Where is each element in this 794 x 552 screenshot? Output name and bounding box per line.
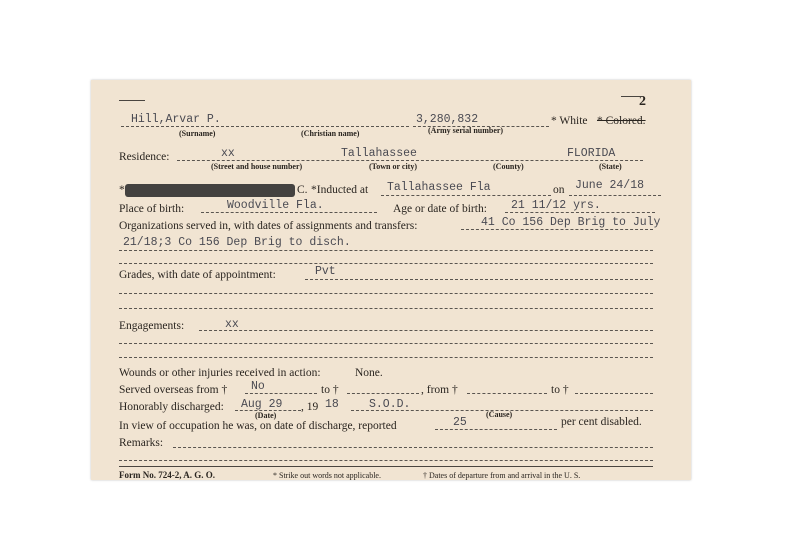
residence-state-value: FLORIDA xyxy=(567,147,616,160)
footer-note-dates: † Dates of departure from and arrival in the U. S. xyxy=(423,471,581,480)
footer-rule xyxy=(119,466,653,467)
inducted-line xyxy=(381,195,551,196)
overseas-to1: to † xyxy=(321,384,339,396)
disability-label: In view of occupation he was, on date of discharge, reported xyxy=(119,420,397,432)
discharge-year-value: 18 xyxy=(325,398,339,411)
disability-suffix: per cent disabled. xyxy=(561,416,642,428)
name-line xyxy=(121,126,409,127)
age-line xyxy=(505,212,655,213)
overseas-line2 xyxy=(347,393,419,394)
organizations-value-line1: 41 Co 156 Dep Brig to July xyxy=(481,216,661,229)
residence-label: Residence: xyxy=(119,151,170,163)
name-value: Hill,Arvar P. xyxy=(131,113,221,126)
engagements-line2 xyxy=(119,343,653,344)
remarks-line2 xyxy=(119,460,653,461)
discharge-cause-value: S.O.D. xyxy=(369,398,411,411)
grades-line3 xyxy=(119,308,653,309)
birthplace-value: Woodville Fla. xyxy=(227,199,324,212)
residence-street-value: xx xyxy=(221,147,235,160)
inducted-date-value: June 24/18 xyxy=(575,179,645,192)
race-white: * White xyxy=(551,115,588,127)
remarks-label: Remarks: xyxy=(119,437,164,449)
top-left-rule xyxy=(119,100,145,101)
organizations-line1 xyxy=(461,229,653,230)
disability-value: 25 xyxy=(453,416,467,429)
organizations-value-line2: 21/18;3 Co 156 Dep Brig to disch. xyxy=(123,236,351,249)
residence-town-value: Tallahassee xyxy=(341,147,417,160)
serial-value: 3,280,832 xyxy=(416,113,479,126)
engagements-line1 xyxy=(199,330,653,331)
surname-label: (Surname) xyxy=(179,129,216,138)
engagements-value: xx xyxy=(225,318,239,331)
service-record-card xyxy=(91,80,691,480)
enlisted-star: * xyxy=(119,184,125,196)
overseas-from2: , from † xyxy=(421,384,458,396)
overseas-to2: to † xyxy=(551,384,569,396)
street-label: (Street and house number) xyxy=(211,162,303,171)
footer-note-strike: * Strike out words not applicable. xyxy=(273,471,381,480)
grades-line2 xyxy=(119,293,653,294)
state-label: (State) xyxy=(599,162,622,171)
discharge-cause-label: (Cause) xyxy=(486,410,513,419)
serial-label: (Army serial number) xyxy=(428,126,504,135)
birthplace-label: Place of birth: xyxy=(119,203,185,215)
inducted-label: *Inducted at xyxy=(311,184,369,196)
engagements-label: Engagements: xyxy=(119,320,185,332)
age-value: 21 11/12 yrs. xyxy=(511,199,601,212)
county-label: (County) xyxy=(493,162,524,171)
overseas-line1 xyxy=(245,393,317,394)
redaction-blot xyxy=(125,184,295,197)
wounds-value: None. xyxy=(355,367,383,379)
residence-line xyxy=(177,160,643,161)
wounds-label: Wounds or other injuries received in action: xyxy=(119,367,321,379)
overseas-label: Served overseas from † xyxy=(119,384,228,396)
overseas-line4 xyxy=(575,393,653,394)
remarks-line1 xyxy=(173,447,653,448)
overseas-line3 xyxy=(467,393,547,394)
organizations-line3 xyxy=(119,263,653,264)
organizations-label: Organizations served in, with dates of assignments and transfers: xyxy=(119,220,418,232)
race-colored: * Colored. xyxy=(597,115,646,127)
discharge-date-value: Aug 29 xyxy=(241,398,283,411)
enlisted-suffix: C. xyxy=(297,184,308,196)
overseas-from-value: No xyxy=(251,380,265,393)
discharge-date-label: (Date) xyxy=(255,411,277,420)
christian-name-label: (Christian name) xyxy=(301,129,360,138)
disability-line xyxy=(435,429,557,430)
grades-label: Grades, with date of appointment: xyxy=(119,269,276,281)
town-label: (Town or city) xyxy=(369,162,417,171)
card-number: 2 xyxy=(639,94,646,109)
discharge-year-prefix: , 19 xyxy=(301,401,319,413)
discharge-label: Honorably discharged: xyxy=(119,401,224,413)
inducted-date-line xyxy=(569,195,661,196)
footer-form-number: Form No. 724-2, A. G. O. xyxy=(119,470,215,480)
age-label: Age or date of birth: xyxy=(393,203,487,215)
organizations-line2 xyxy=(119,250,653,251)
inducted-value: Tallahassee Fla xyxy=(387,181,491,194)
birthplace-line xyxy=(201,212,377,213)
top-right-rule xyxy=(621,96,643,97)
grades-line1 xyxy=(305,279,653,280)
inducted-on-label: on xyxy=(553,184,565,196)
engagements-line3 xyxy=(119,357,653,358)
grades-value: Pvt xyxy=(315,265,336,278)
